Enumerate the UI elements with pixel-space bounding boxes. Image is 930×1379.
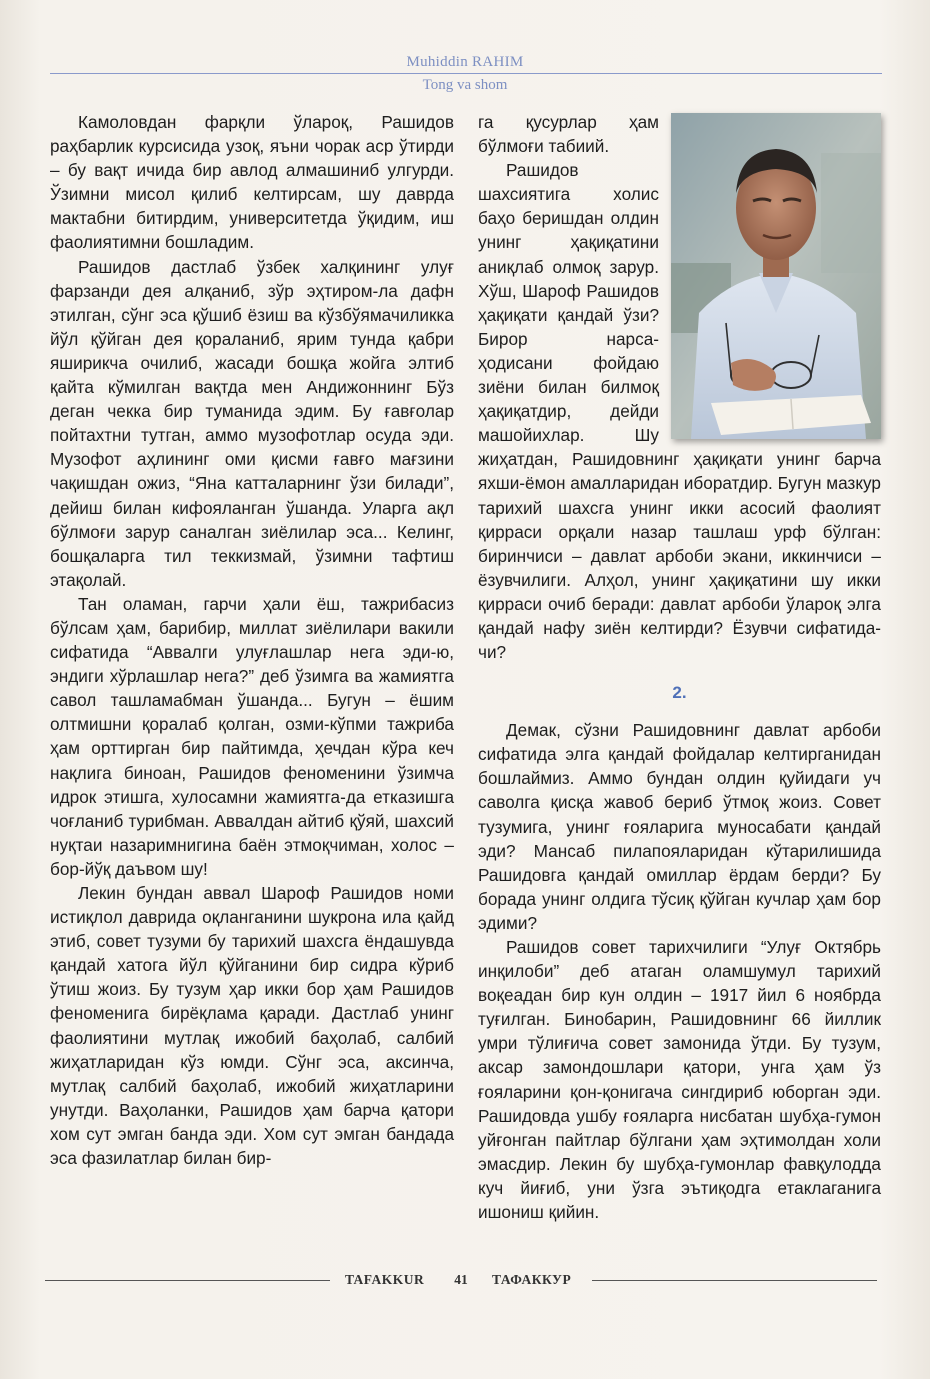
left-paragraph-1: Камоловдан фарқли ўлароқ, Рашидов раҳбарлик курсисида узоқ, яъни чорак аср ўтирди – бу вақт ичида бир авлод алмашиниб улгурди. Ўзимни мисол қилиб келтирсам, шу даврда мактабни битирдим, университетда ўқидим, иш фаолиятимни бошладим. [50,112,454,253]
footer-rule-right [592,1280,877,1281]
running-footer [0,1270,930,1290]
running-header [0,52,930,94]
left-paragraph-3: Тан оламан, гарчи ҳали ёш, тажрибасиз бўлсам ҳам, барибир, миллат зиёлилари вакили сифатида “Аввалги улуғлашлар нега эди-ю, эндиги хўрлашлар нега?” деб ўзимга ва жамиятга савол ташламабман ўшанда... Бугун – ёшим олтмишни қоралаб қолган, озми-кўпми тажриба ҳам орттирган бир пайтимда, ҳечдан кўра кеч нақлига биноан, Рашидов феноменини ўзимча идрок этишга, хулосамни жамиятга-да етказишга чоғланиб турибман. Аввалдан айтиб қўяй, шахсий нуқтаи назаримнигина баён этмоқчиман, холос – бор-йўқ даъвом шу! [50,593,454,879]
header-title: Tong va shom [422,77,508,93]
section-number: 2. [672,683,687,703]
header-author: Muhiddin RAHIM [406,54,524,70]
header-rule [50,73,882,74]
left-paragraph-2: Рашидов дастлаб ўзбек халқининг улуғ фарзанди дея алқаниб, зўр эҳтиром-ла дафн этилган, сўнг эса қўшиб ёзиш ва кўзбўямачиликка йўл қўйган дея қораланиб, ярим тунда қабри яширикча очилиб, жасади бошқа жойга элтиб қайта кўмилган вақтда мен Андижоннинг Бўз деган чекка бир туманида эдим. Бу ғавғолар пойтахтни тутган, аммо музофотлар осуда эди. Музофот аҳлининг оми қисми ғавғо мағзини чақишдан ожиз, “Яна катталарнинг ўзи билади”, дейиш билан кифояланган ўшанда. Уларга ақл бўлмоғи зарур саналган зиёлилар эса... Келинг, бошқаларга тил теккизмай, ўзимни тафтиш этақолай. [50,256,454,590]
footer-magazine-cyrillic: ТАФАККУР [492,1272,572,1287]
portrait-photo [671,113,881,439]
footer-magazine-latin: TAFAKKUR [345,1272,425,1287]
right-paragraph-1: Рашидов шахсиятига холис баҳо беришдан олдин унинг ҳақиқатини аниқлаб олмоқ зарур. Хўш, Шароф Рашидов ҳақиқати қандай ўзи? Бирор нарса-ҳодисани фойдаю зиёни билан билмоқ ҳақиқатдир, дейди машойихлар. Шу жиҳатдан, Рашидовнинг ҳақиқати унинг барча яхши-ёмон амалларидан иборатдир. Бугун мазкур тарихий шахсга унинг икки асосий фаолият қирраси орқали назар ташлаш урф бўлган: биринчиси – давлат арбоби экани, иккинчиси – ёзувчилиги. Алҳол, унинг ҳақиқатини шу икки қирраси очиб беради: давлат арбоби ўлароқ элга қандай нафу зиён келтирди? Ёзувчи сифатида-чи? [478,160,881,663]
right-paragraph-3: Рашидов совет тарихчилиги “Улуғ Октябрь инқилоби” деб атаган оламшумул тарихий воқеадан бир кун олдин – 1917 йил 6 ноябрда туғилган. Бинобарин, Рашидовнинг 66 йиллик умри тўлиғича совет замонида ўтди. Бу тузум, аксар замондошлари қатори, унга ҳам ўз ғояларини қон-қонигача сингдириб юборган эди. Рашидовда ушбу ғояларга нисбатан шубҳа-гумон уйғонган пайтлар бўлгани ҳам эҳтимолдан холи эмасдир. Лекин бу шубҳа-гумонлар фавқулодда куч йиғиб, уни ўзга эътиқодга етаклаганига ишониш қийин. [478,937,881,1223]
page-number: 41 [454,1272,468,1287]
right-paragraph-2: Демак, сўзни Рашидовнинг давлат арбоби сифатида элга қандай фойдалар келтирганидан бошлаймиз. Аммо бундан олдин қуйидаги уч саволга қисқа жавоб бериб ўтмоқ жоиз. Совет тузумига, унинг ғояларига муносабати қандай эди? Мансаб пилапояларидан кўтарилишида Рашидовга қандай омиллар ёрдам берди? Бу борада унинг олдига тўсиқ қўйган кучлар ҳам бор эдими? [478,720,881,933]
left-column [50,110,454,1170]
right-column [478,110,881,1224]
portrait-image [671,113,881,439]
right-continuation: га қусурлар ҳам бўлмоғи табиий. [478,112,659,157]
footer-rule-left [45,1280,330,1281]
left-paragraph-4: Лекин бундан аввал Шароф Рашидов номи истиқлол даврида оқланганини шукрона ила қайд этиб, совет тузуми бу тарихий шахсга ёндашувда қандай хатога йўл қўйганини бир сидра кўриб ўтиш жоиз. Бу тузум ҳар икки бор ҳам Рашидов феноменига бирёқлама қаради. Дастлаб унинг фаолиятини мутлақ ижобий баҳолаб, салбий жиҳатларидан кўз юмди. Сўнг эса, аксинча, мутлақ салбий баҳолаб, ижобий жиҳатларини унутди. Ваҳоланки, Рашидов ҳам барча қатори хом сут эмган банда эди. Хом сут эмган бандада эса фазилатлар билан бир- [50,883,454,1169]
